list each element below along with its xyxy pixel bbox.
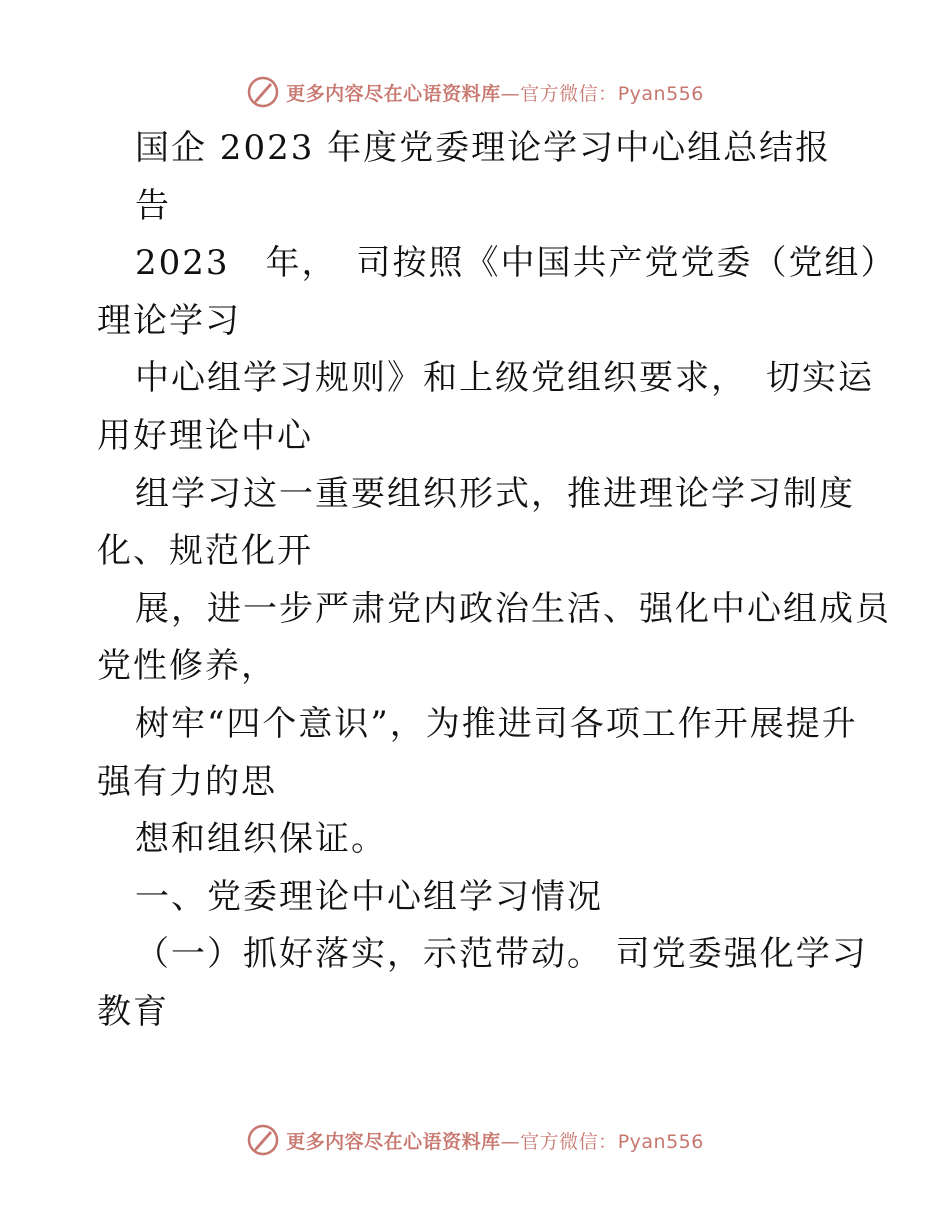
watermark-wechat-label: 官方微信： [520, 1130, 618, 1153]
watermark-brand: 更多内容尽在心语资料库 [286, 1130, 501, 1153]
quill-logo-icon [246, 1123, 280, 1157]
document-line: 中心组学习规则》和上级党组织要求， 切实运 [135, 358, 874, 399]
document-line: 一、党委理论中心组学习情况 [135, 876, 603, 917]
watermark-wechat-id: Pyan556 [617, 82, 704, 105]
header-watermark [0, 72, 950, 112]
document-body [97, 120, 897, 1042]
document-line: 2023 年， 司按照《中国共产党党委（党组） [135, 243, 897, 284]
document-line: 树牢“四个意识”，为推进司各项工作开展提升 [135, 703, 858, 744]
document-line: 化、规范化开 [97, 531, 313, 572]
document-line: 组学习这一重要组织形式，推进理论学习制度 [135, 473, 855, 514]
document-line: （一）抓好落实，示范带动。 司党委强化学习 [135, 934, 868, 975]
document-line: 国企 2023 年度党委理论学习中心组总结报 [135, 128, 832, 168]
document-line: 理论学习 [97, 300, 241, 341]
watermark-wechat-id: Pyan556 [617, 1130, 704, 1153]
document-line: 告 [135, 185, 171, 226]
document-line: 想和组织保证。 [135, 819, 387, 860]
document-line: 用好理论中心 [97, 415, 313, 456]
watermark-separator: — [500, 82, 521, 105]
document-line: 强有力的思 [97, 761, 277, 802]
watermark-wechat-label: 官方微信： [520, 82, 618, 105]
footer-watermark [0, 1120, 950, 1160]
quill-logo-icon [246, 75, 280, 109]
watermark-brand: 更多内容尽在心语资料库 [286, 82, 501, 105]
watermark-separator: — [500, 1130, 521, 1153]
document-line: 教育 [97, 991, 169, 1032]
document-line: 党性修养， [97, 646, 277, 687]
document-line: 展，进一步严肃党内政治生活、强化中心组成员 [135, 588, 891, 629]
